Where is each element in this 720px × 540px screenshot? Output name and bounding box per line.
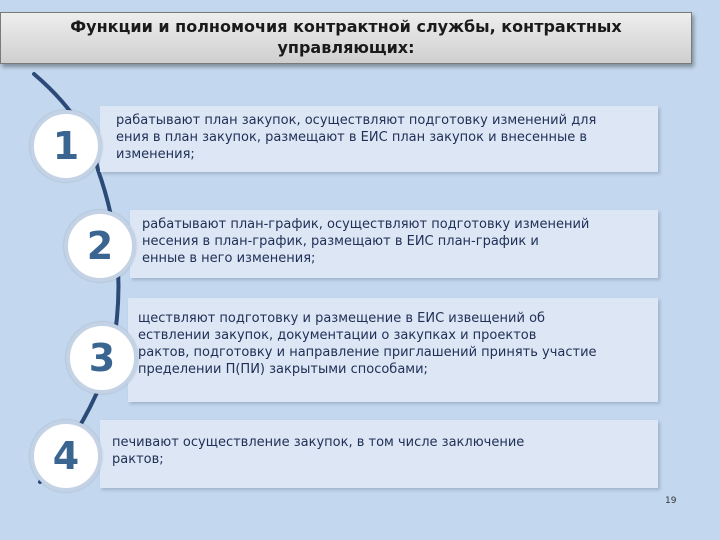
item-line: ществляют подготовку и размещение в ЕИС извещений об (138, 311, 546, 326)
item-line: ения в план закупок, размещают в ЕИС план закупок и внесенные в (116, 130, 588, 145)
item-line: рактов; (112, 452, 164, 467)
title-line-1: Функции и полномочия контрактной службы, контрактных (70, 17, 622, 36)
number-badge: 2 (64, 210, 136, 282)
list-item (100, 420, 658, 488)
list-item (130, 210, 658, 278)
item-line: пределении П(ПИ) закрытыми способами; (138, 362, 428, 377)
number-badge: 1 (30, 110, 102, 182)
item-line: несения в план-график, размещают в ЕИС план-график и (142, 234, 539, 249)
item-line: ествлении закупок, документации о закупках и проектов (138, 328, 537, 343)
item-line: рабатывают план-график, осуществляют подготовку изменений (142, 217, 590, 232)
item-line: печивают осуществление закупок, в том числе заключение (112, 435, 525, 450)
list-item (128, 298, 658, 402)
item-line: изменения; (116, 147, 195, 162)
item-line: енные в него изменения; (142, 251, 316, 266)
number-badge: 4 (30, 420, 102, 492)
number-badge: 3 (66, 322, 138, 394)
page-number: 19 (665, 496, 677, 506)
item-line: рактов, подготовку и направление приглашений принять участие (138, 345, 597, 360)
item-line: рабатывают план закупок, осуществляют подготовку изменений для (116, 113, 597, 128)
list-item (100, 106, 658, 172)
title-line-2: управляющих: (277, 38, 415, 57)
